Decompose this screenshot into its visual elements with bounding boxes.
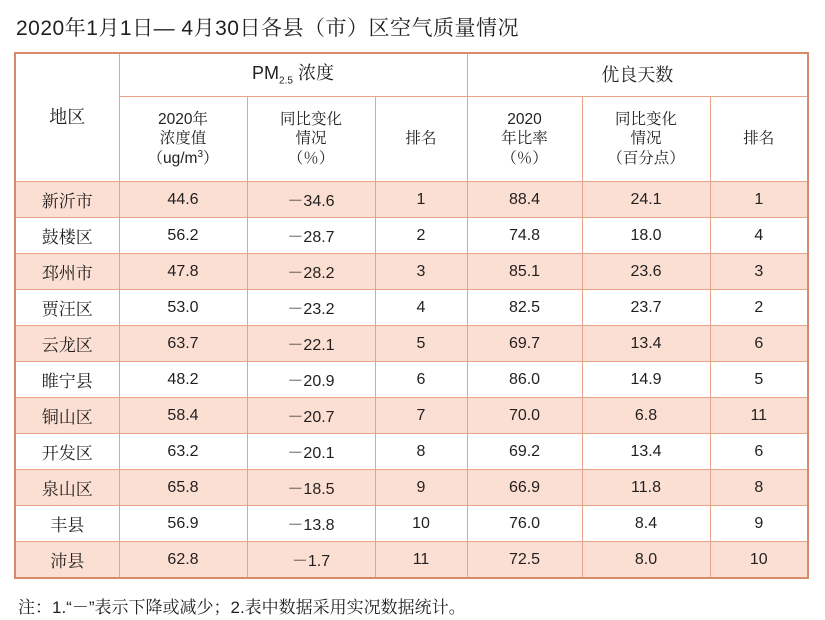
table-body xyxy=(15,182,808,579)
cell-pm-change: －28.7 xyxy=(247,218,375,254)
cell-pm-rank: 1 xyxy=(375,182,467,218)
cell-good-rate: 69.2 xyxy=(467,434,582,470)
cell-good-change: 13.4 xyxy=(582,326,710,362)
cell-good-rank: 1 xyxy=(710,182,808,218)
cell-region: 泉山区 xyxy=(15,470,119,506)
cell-pm-change: －20.7 xyxy=(247,398,375,434)
cell-pm-value: 63.2 xyxy=(119,434,247,470)
cell-pm-rank: 7 xyxy=(375,398,467,434)
cell-pm-value: 53.0 xyxy=(119,290,247,326)
cell-good-rate: 85.1 xyxy=(467,254,582,290)
table-subheader-row xyxy=(15,97,808,182)
cell-region: 铜山区 xyxy=(15,398,119,434)
column-group-pm25: $PM_{2.5}$ 浓度 xyxy=(119,53,467,97)
table-row xyxy=(15,506,808,542)
cell-pm-change: －22.1 xyxy=(247,326,375,362)
cell-region: 沛县 xyxy=(15,542,119,579)
cell-pm-value: 56.2 xyxy=(119,218,247,254)
cell-pm-change: －23.2 xyxy=(247,290,375,326)
page-title: 2020年1月1日— 4月30日各县（市）区空气质量情况 xyxy=(16,17,519,40)
cell-good-change: 8.4 xyxy=(582,506,710,542)
cell-good-change: 13.4 xyxy=(582,434,710,470)
table-row xyxy=(15,218,808,254)
table-row xyxy=(15,434,808,470)
column-header-good-change: 同比变化 情况 （百分点） xyxy=(582,97,710,182)
cell-good-rate: 88.4 xyxy=(467,182,582,218)
cell-good-rank: 6 xyxy=(710,326,808,362)
cell-good-rank: 9 xyxy=(710,506,808,542)
cell-pm-value: 56.9 xyxy=(119,506,247,542)
cell-pm-value: 62.8 xyxy=(119,542,247,579)
cell-pm-rank: 3 xyxy=(375,254,467,290)
cell-good-rate: 76.0 xyxy=(467,506,582,542)
cell-pm-change: －18.5 xyxy=(247,470,375,506)
cell-region: 丰县 xyxy=(15,506,119,542)
cell-pm-rank: 2 xyxy=(375,218,467,254)
cell-good-change: 18.0 xyxy=(582,218,710,254)
air-quality-table xyxy=(14,52,809,579)
table-group-header-row xyxy=(15,53,808,97)
cell-region: 贾汪区 xyxy=(15,290,119,326)
cell-good-rank: 4 xyxy=(710,218,808,254)
cell-region: 睢宁县 xyxy=(15,362,119,398)
cell-good-rank: 6 xyxy=(710,434,808,470)
column-group-good-days: 优良天数 xyxy=(467,53,808,97)
table-row xyxy=(15,470,808,506)
cell-region: 邳州市 xyxy=(15,254,119,290)
column-header-pm-change: 同比变化 情况 （％） xyxy=(247,97,375,182)
table-row xyxy=(15,398,808,434)
cell-region: 新沂市 xyxy=(15,182,119,218)
cell-pm-value: 58.4 xyxy=(119,398,247,434)
table-row xyxy=(15,182,808,218)
cell-region: 开发区 xyxy=(15,434,119,470)
cell-good-change: 6.8 xyxy=(582,398,710,434)
cell-good-change: 11.8 xyxy=(582,470,710,506)
cell-good-rank: 8 xyxy=(710,470,808,506)
column-header-pm-rank: 排名 xyxy=(375,97,467,182)
cell-good-rank: 10 xyxy=(710,542,808,579)
table-row xyxy=(15,362,808,398)
cell-pm-change: －13.8 xyxy=(247,506,375,542)
column-header-good-rank: 排名 xyxy=(710,97,808,182)
table-row xyxy=(15,254,808,290)
cell-pm-rank: 8 xyxy=(375,434,467,470)
cell-good-rate: 74.8 xyxy=(467,218,582,254)
cell-pm-value: 44.6 xyxy=(119,182,247,218)
column-header-region: 地区 xyxy=(15,53,119,182)
table-row xyxy=(15,542,808,579)
table-row xyxy=(15,290,808,326)
cell-region: 鼓楼区 xyxy=(15,218,119,254)
cell-pm-value: 48.2 xyxy=(119,362,247,398)
cell-pm-value: 63.7 xyxy=(119,326,247,362)
cell-pm-change: －20.9 xyxy=(247,362,375,398)
cell-good-change: 23.6 xyxy=(582,254,710,290)
column-header-good-rate: 2020 年比率 （％） xyxy=(467,97,582,182)
cell-pm-change: －34.6 xyxy=(247,182,375,218)
cell-good-change: 23.7 xyxy=(582,290,710,326)
cell-pm-change: －28.2 xyxy=(247,254,375,290)
cell-good-change: 14.9 xyxy=(582,362,710,398)
cell-pm-rank: 10 xyxy=(375,506,467,542)
cell-good-change: 8.0 xyxy=(582,542,710,579)
cell-pm-rank: 9 xyxy=(375,470,467,506)
cell-pm-rank: 11 xyxy=(375,542,467,579)
column-header-pm-value: 2020年 浓度值 $(ug/m^3)$ xyxy=(119,97,247,182)
cell-region: 云龙区 xyxy=(15,326,119,362)
cell-pm-value: 65.8 xyxy=(119,470,247,506)
cell-pm-value: 47.8 xyxy=(119,254,247,290)
cell-pm-rank: 5 xyxy=(375,326,467,362)
table-head xyxy=(15,53,808,182)
cell-pm-change: －20.1 xyxy=(247,434,375,470)
cell-good-rank: 11 xyxy=(710,398,808,434)
cell-good-rate: 72.5 xyxy=(467,542,582,579)
table-footnote: 注：1.“－”表示下降或减少；2.表中数据采用实况数据统计。 xyxy=(18,598,466,618)
cell-good-rank: 5 xyxy=(710,362,808,398)
cell-pm-change: －1.7 xyxy=(247,542,375,579)
cell-good-rate: 66.9 xyxy=(467,470,582,506)
cell-good-rate: 69.7 xyxy=(467,326,582,362)
cell-good-rate: 70.0 xyxy=(467,398,582,434)
cell-pm-rank: 6 xyxy=(375,362,467,398)
cell-good-rank: 3 xyxy=(710,254,808,290)
table-row xyxy=(15,326,808,362)
cell-pm-rank: 4 xyxy=(375,290,467,326)
cell-good-rank: 2 xyxy=(710,290,808,326)
cell-good-rate: 86.0 xyxy=(467,362,582,398)
cell-good-rate: 82.5 xyxy=(467,290,582,326)
cell-good-change: 24.1 xyxy=(582,182,710,218)
